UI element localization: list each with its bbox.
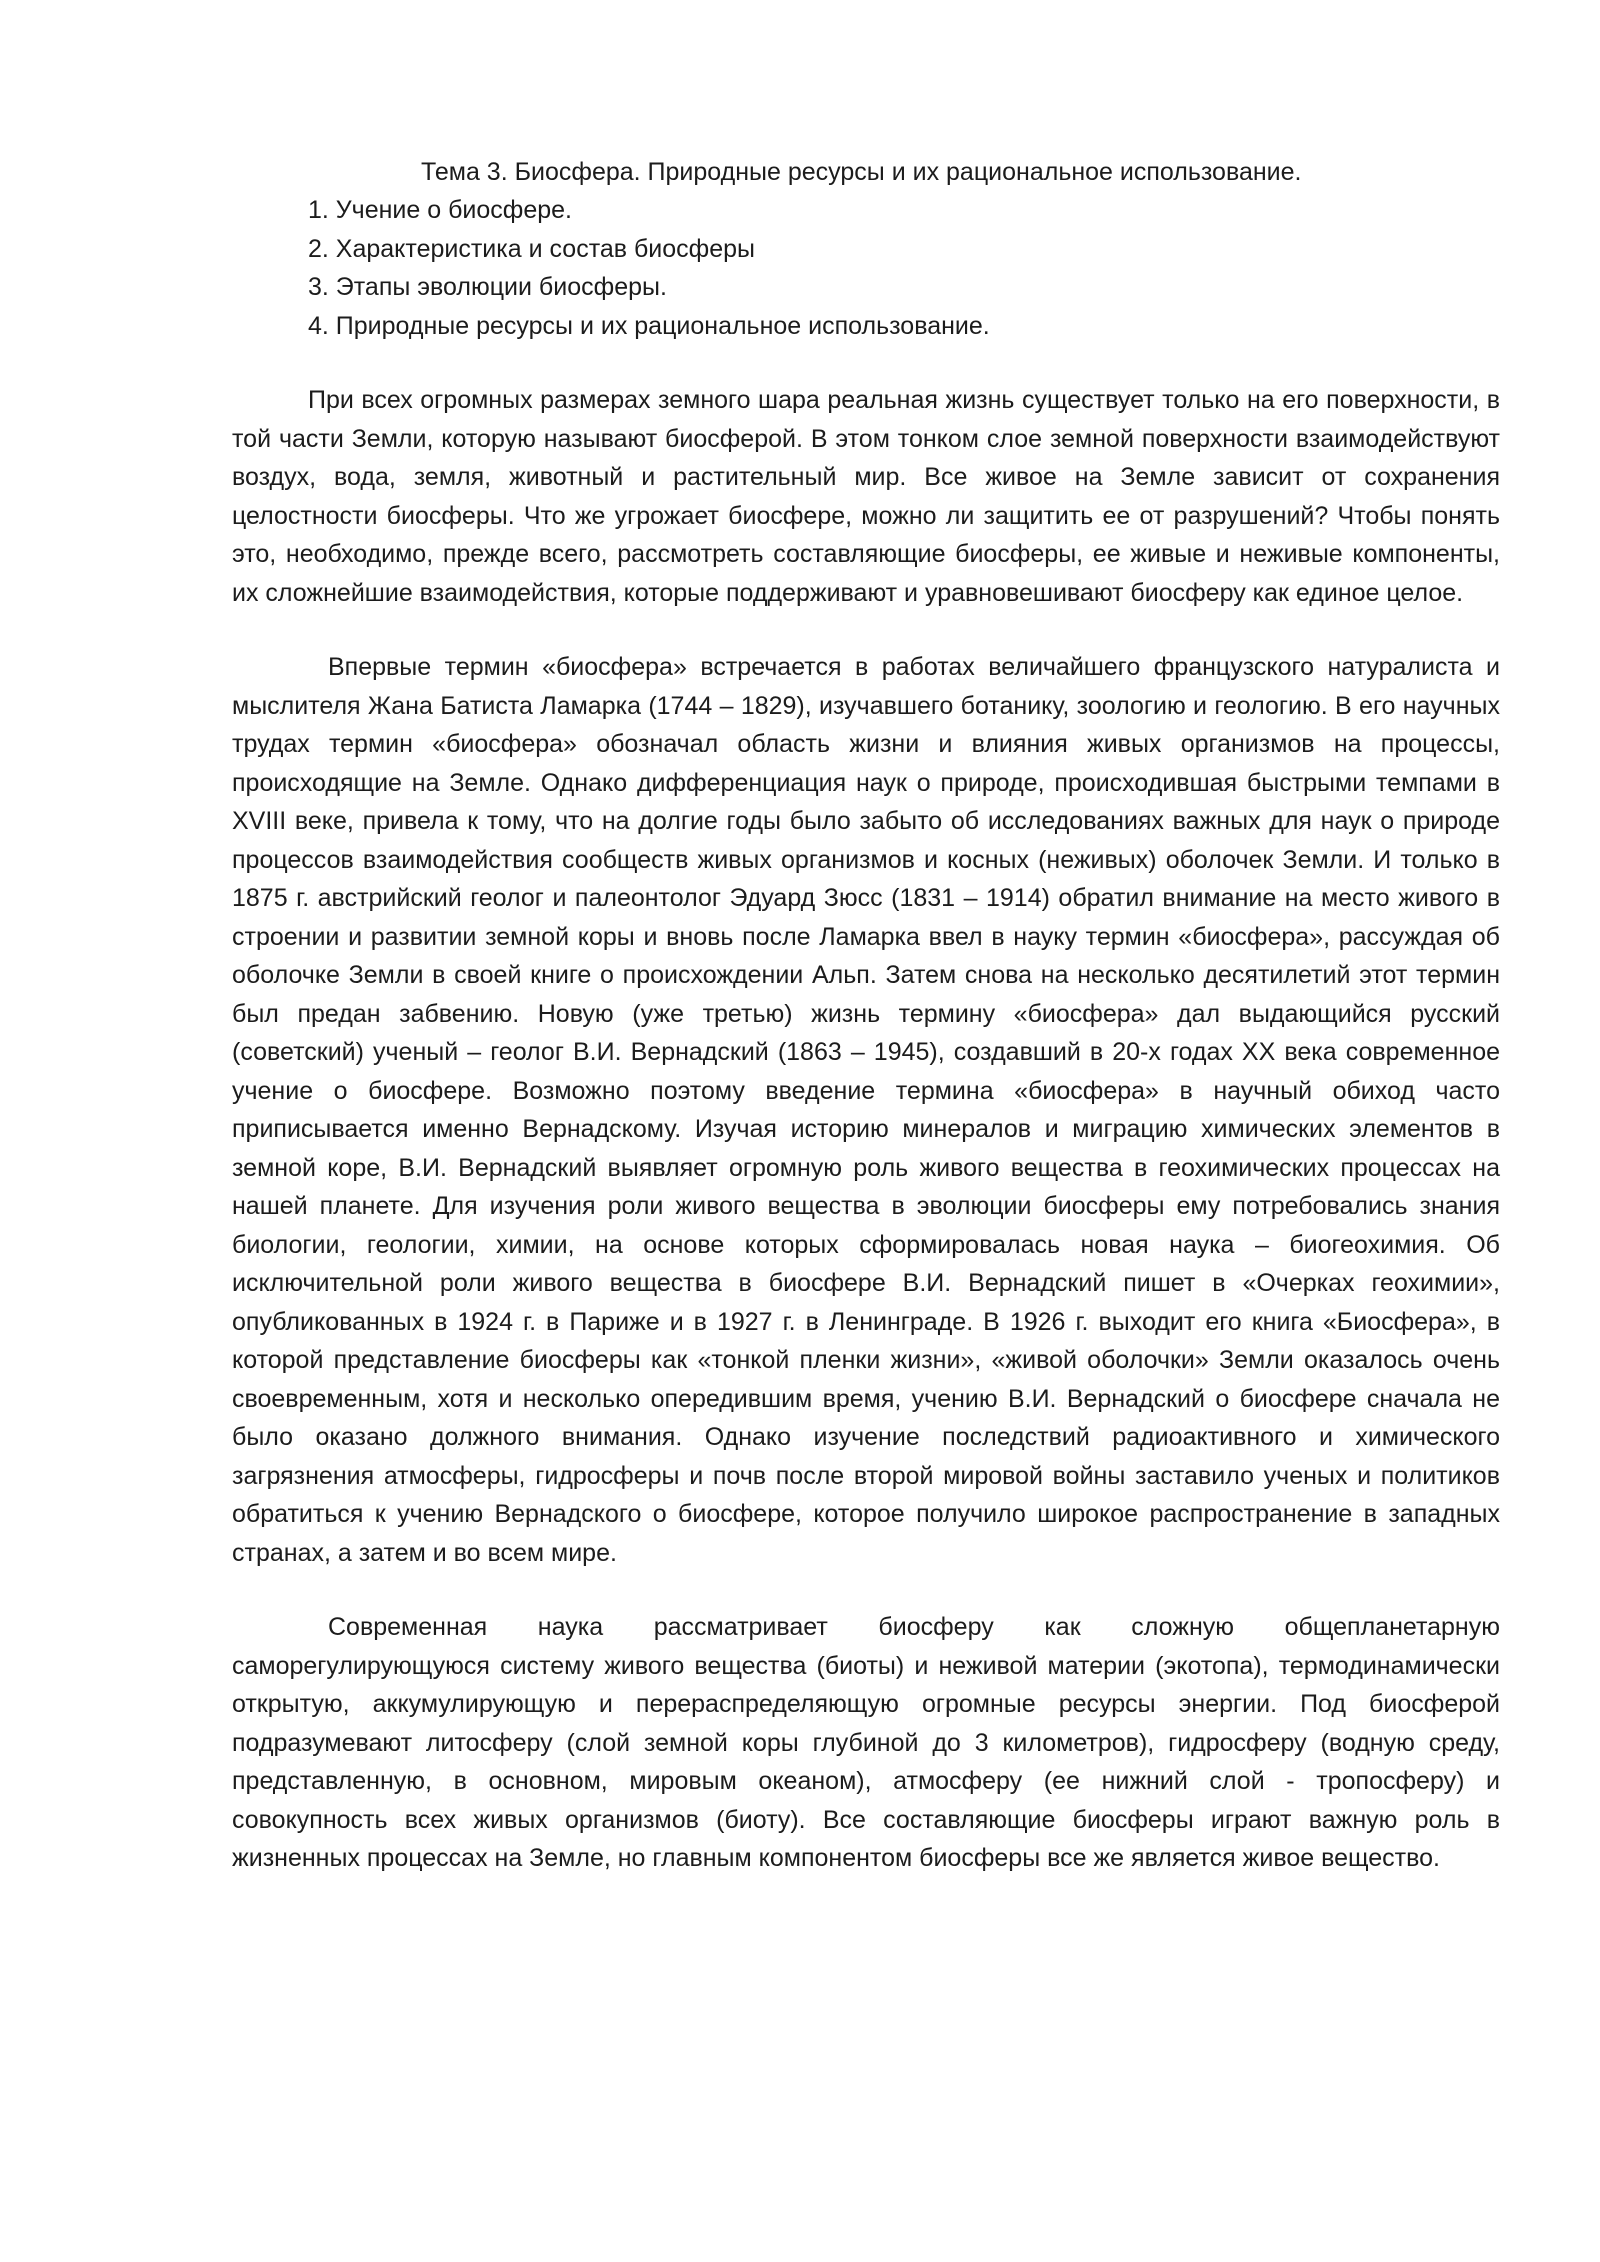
toc-item-2: 2. Характеристика и состав биосферы: [308, 234, 756, 263]
toc-item-3: 3. Этапы эволюции биосферы.: [308, 273, 667, 301]
table-of-contents: [232, 191, 1500, 345]
paragraph-modern-view: Современная наука рассматривает биосферу как сложную общепланетарную саморегулирующуюся систему живого вещества (биоты) и неживой материи (экотопа), термодинамически открытую, аккумулирующую и перераспределяющую огромные ресурсы энергии. Под биосферой подразумевают литосферу (слой земной коры глубиной до 3 километров), гидросферу (водную среду, представленную, в основном, мировым океаном), атмосферу (ее нижний слой - тропосферу) и совокупность всех живых организмов (биоту). Все составляющие биосферы играют важную роль в жизненных процессах на Земле, но главным компонентом биосферы все же является живое вещество.: [232, 1613, 1500, 1872]
paragraph-history: Впервые термин «биосфера» встречается в работах величайшего французского натуралиста и мыслителя Жана Батиста Ламарка (1744 – 1829), изучавшего ботанику, зоологию и геологию. В его научных трудах термин «биосфера» обозначал область жизни и влияния живых организмов на процессы, происходящие на Земле. Однако дифференциация наук о природе, происходившая быстрыми темпами в XVIII веке, привела к тому, что на долгие годы было забыто об исследованиях важных для наук о природе процессов взаимодействия сообществ живых организмов и косных (неживых) оболочек Земли. И только в 1875 г. австрийский геолог и палеонтолог Эдуард Зюсс (1831 – 1914) обратил внимание на место живого в строении и развитии земной коры и вновь после Ламарка ввел в науку термин «биосфера», рассуждая об оболочке Земли в своей книге о происхождении Альп. Затем снова на несколько десятилетий этот термин был предан забвению. Новую (уже третью) жизнь термину «биосфера» дал выдающийся русский (советский) ученый – геолог В.И. Вернадский (1863 – 1945), создавший в 20-х годах XX века современное учение о биосфере. Возможно поэтому введение термина «биосфера» в научный обиход часто приписывается именно Вернадскому. Изучая историю минералов и миграцию химических элементов в земной коре, В.И. Вернадский выявляет огромную роль живого вещества в геохимических процессах на нашей планете. Для изучения роли живого вещества в эволюции биосферы ему потребовались знания биологии, геологии, химии, на основе которых сформировалась новая наука – биогеохимия. Об исключительной роли живого вещества в биосфере В.И. Вернадский пишет в «Очерках геохимии», опубликованных в 1924 г. в Париже и в 1927 г. в Ленинграде. В 1926 г. выходит его книга «Биосфера», в которой представление биосферы как «тонкой пленки жизни», «живой оболочки» Земли оказалось очень своевременным, хотя и несколько опередившим время, учению В.И. Вернадский о биосфере сначала не было оказано должного внимания. Однако изучение последствий радиоактивного и химического загрязнения атмосферы, гидросферы и почв после второй мировой войны заставило ученых и политиков обратиться к учению Вернадского о биосфере, которое получило широкое распространение в западных странах, а затем и во всем мире.: [232, 653, 1500, 1567]
toc-item-1: 1. Учение о биосфере.: [308, 196, 572, 224]
document-title: Тема 3. Биосфера. Природные ресурсы и их рациональное использование.: [421, 158, 1302, 186]
toc-item-4: 4. Природные ресурсы и их рациональное использование.: [308, 311, 990, 340]
document-body: [232, 153, 1500, 1878]
paragraph-intro: При всех огромных размерах земного шара реальная жизнь существует только на его поверхности, в той части Земли, которую называют биосферой. В этом тонком слое земной поверхности взаимодействуют воздух, вода, земля, животный и растительный мир. Все живое на Земле зависит от сохранения целостности биосферы. Что же угрожает биосфере, можно ли защитить ее от разрушений? Чтобы понять это, необходимо, прежде всего, рассмотреть составляющие биосферы, ее живые и неживые компоненты, их сложнейшие взаимодействия, которые поддерживают и уравновешивают биосферу как единое целое.: [232, 386, 1500, 607]
